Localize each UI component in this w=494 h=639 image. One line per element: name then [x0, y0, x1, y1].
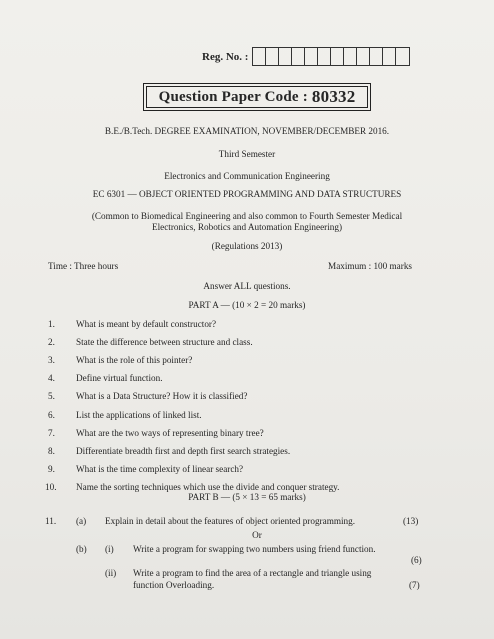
- code-label: Question Paper Code :: [158, 88, 308, 105]
- q11b-ii-label: (ii): [105, 568, 117, 578]
- question-number: 3.: [48, 355, 55, 365]
- reg-no-label: Reg. No. :: [202, 50, 249, 63]
- reg-no-box[interactable]: [357, 48, 370, 65]
- question-text: Define virtual function.: [76, 373, 163, 383]
- reg-no-box[interactable]: [396, 48, 409, 65]
- semester: Third Semester: [218, 149, 276, 159]
- question-number: 8.: [48, 446, 55, 456]
- question-text: State the difference between structure and class.: [76, 337, 253, 347]
- question-number: 5.: [48, 391, 55, 401]
- question-number: 7.: [48, 428, 55, 438]
- reg-no-field: [202, 47, 410, 66]
- course-title: EC 6301 — OBJECT ORIENTED PROGRAMMING AND DATA STRUCTURES: [92, 189, 402, 199]
- question-number: 2.: [48, 337, 55, 347]
- q11b-ii-line2: function Overloading.: [133, 580, 215, 590]
- part-b-title: PART B — (5 × 13 = 65 marks): [188, 492, 306, 502]
- reg-no-box[interactable]: [331, 48, 344, 65]
- reg-no-boxes: [252, 47, 410, 66]
- q11b-ii-line1: Write a program to find the area of a rectangle and triangle using: [133, 568, 372, 578]
- reg-no-box[interactable]: [383, 48, 396, 65]
- regulations: (Regulations 2013): [211, 241, 283, 251]
- q11b-i-label: (i): [105, 544, 114, 554]
- q11a-label: (a): [76, 516, 87, 526]
- question-number: 6.: [48, 410, 55, 420]
- q11a-marks: (13): [403, 516, 419, 526]
- or-label: Or: [252, 530, 262, 540]
- question-number: 4.: [48, 373, 55, 383]
- q11b-i-text: Write a program for swapping two numbers using friend function.: [133, 544, 376, 554]
- reg-no-box[interactable]: [370, 48, 383, 65]
- reg-no-box[interactable]: [253, 48, 266, 65]
- q11-number: 11.: [45, 516, 57, 526]
- reg-no-box[interactable]: [318, 48, 331, 65]
- question-text: What are the two ways of representing binary tree?: [76, 428, 264, 438]
- exam-title: B.E./B.Tech. DEGREE EXAMINATION, NOVEMBER/DECEMBER 2016.: [104, 126, 390, 136]
- question-text: What is meant by default constructor?: [76, 319, 217, 329]
- q11b-label: (b): [76, 544, 87, 554]
- question-number: 1.: [48, 319, 55, 329]
- time-label: Time : Three hours: [48, 261, 119, 271]
- q11b-i-marks: (6): [411, 555, 422, 565]
- reg-no-box[interactable]: [279, 48, 292, 65]
- code-value: 80332: [311, 87, 356, 106]
- question-number: 9.: [48, 464, 55, 474]
- q11a-text: Explain in detail about the features of object oriented programming.: [105, 516, 356, 526]
- part-a-title: PART A — (10 × 2 = 20 marks): [188, 300, 306, 310]
- reg-no-box[interactable]: [344, 48, 357, 65]
- question-paper-code-box: [143, 83, 371, 111]
- question-number: 10.: [45, 482, 57, 492]
- question-text: What is the role of this pointer?: [76, 355, 193, 365]
- branch: Electronics and Communication Engineering: [164, 171, 330, 181]
- q11b-ii-marks: (7): [409, 580, 420, 590]
- question-text: List the applications of linked list.: [76, 410, 202, 420]
- reg-no-box[interactable]: [292, 48, 305, 65]
- question-text: Differentiate breadth first and depth first search strategies.: [76, 446, 291, 456]
- reg-no-box[interactable]: [305, 48, 318, 65]
- question-text: What is the time complexity of linear search?: [76, 464, 244, 474]
- reg-no-box[interactable]: [266, 48, 279, 65]
- instruction: Answer ALL questions.: [203, 281, 291, 291]
- maximum-marks: Maximum : 100 marks: [328, 261, 412, 271]
- question-text: Name the sorting techniques which use the divide and conquer strategy.: [76, 482, 340, 492]
- common-line-2: Electronics, Robotics and Automation Engineering): [151, 222, 343, 232]
- common-line-1: (Common to Biomedical Engineering and also common to Fourth Semester Medical: [91, 211, 403, 221]
- question-text: What is a Data Structure? How it is classified?: [76, 391, 248, 401]
